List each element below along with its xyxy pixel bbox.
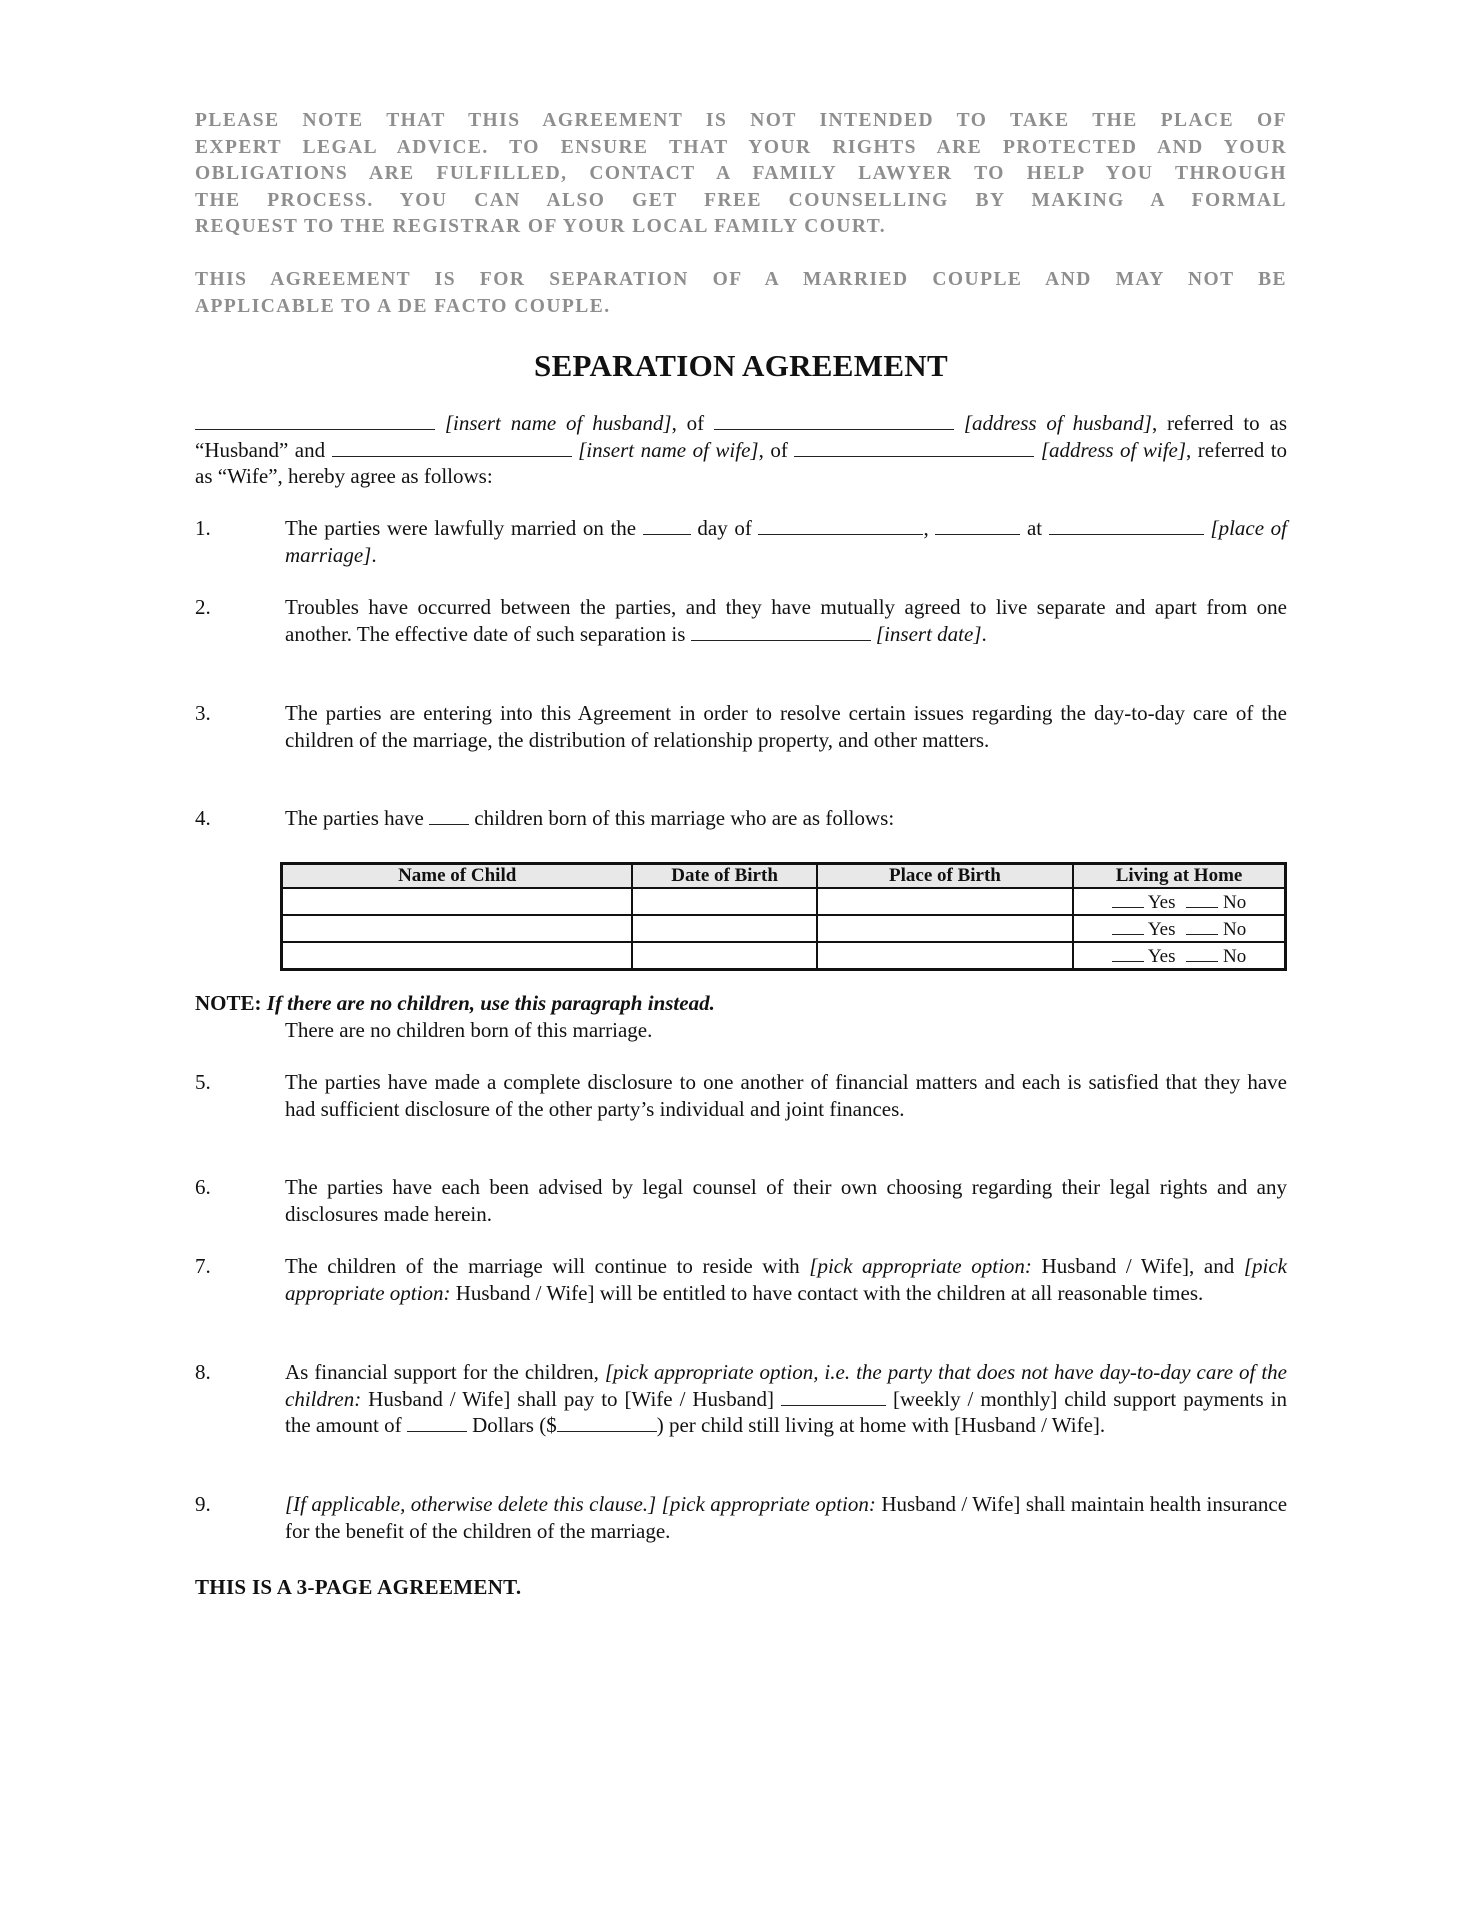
clause-2	[195, 594, 1287, 647]
note-instruction: If there are no children, use this paragraph instead.	[266, 991, 715, 1015]
clause-3	[195, 700, 1287, 753]
disclaimer-line: OBLIGATIONS ARE FULFILLED, CONTACT A FAMILY LAWYER TO HELP YOU THROUGH	[195, 163, 1287, 184]
clause-text: Husband / Wife] shall maintain health insurance for the benefit of the children of the marriage.	[285, 1492, 1288, 1543]
clause-4	[195, 805, 1287, 832]
page-count-notice: THIS IS A 3-PAGE AGREEMENT.	[195, 1575, 522, 1599]
wife-name-field[interactable]	[332, 438, 572, 457]
child-pob-cell[interactable]	[817, 942, 1073, 970]
clause-text: Troubles have occurred between the parties, and they have mutually agreed to live separate and apart from one another. The effective date of such separation is	[285, 595, 1287, 646]
note-label: NOTE:	[195, 991, 262, 1015]
disclaimer-line: APPLICABLE TO A DE FACTO COUPLE.	[195, 295, 611, 317]
marriage-month-field[interactable]	[758, 516, 923, 535]
husband-name-field[interactable]	[195, 411, 435, 430]
no-blank[interactable]	[1186, 943, 1218, 962]
living-at-home-cell	[1073, 888, 1285, 915]
disclaimer-line: REQUEST TO THE REGISTRAR OF YOUR LOCAL FAMILY COURT.	[195, 216, 887, 237]
clause-text: The parties have	[285, 806, 430, 830]
clause-number: 6.	[195, 1175, 211, 1199]
clause-text: ) per child still living at home with [Husband / Wife].	[656, 1413, 1106, 1437]
marriage-place-field[interactable]	[1049, 516, 1204, 535]
clause-8	[195, 1359, 1287, 1439]
clause-number: 5.	[195, 1070, 211, 1094]
marriage-year-field[interactable]	[935, 516, 1020, 535]
yes-blank[interactable]	[1112, 889, 1144, 908]
amount-number-field[interactable]	[557, 1413, 657, 1432]
no-children-note	[195, 990, 1287, 1043]
note-text: There are no children born of this marriage.	[285, 1017, 653, 1042]
clause-text: The children of the marriage will continue to reside with	[285, 1254, 810, 1278]
clause-text: The parties have made a complete disclosure to one another of financial matters and each is satisfied that they have had sufficient disclosure of the other party’s individual and joint finances.	[285, 1070, 1287, 1121]
option-hint: [pick appropriate option, i.e. the party that does not have day-to-day care of the children:	[285, 1360, 1287, 1411]
children-table	[280, 862, 1287, 971]
clause-text: .	[371, 542, 377, 567]
option-hint: [pick appropriate option:	[285, 1254, 1287, 1305]
clause-text: The parties were lawfully married on the	[285, 516, 643, 540]
intro-text: , of	[758, 437, 795, 462]
child-name-cell[interactable]	[282, 942, 633, 970]
child-name-cell[interactable]	[282, 915, 633, 942]
option-hint: [pick appropriate option:	[809, 1254, 1032, 1278]
clause-number: 3.	[195, 701, 211, 725]
clause-7	[195, 1253, 1287, 1306]
clause-number: 9.	[195, 1492, 211, 1516]
yes-label: Yes	[1147, 919, 1176, 940]
living-at-home-cell	[1073, 942, 1285, 970]
table-row	[282, 915, 1286, 942]
clause-number: 1.	[195, 516, 211, 540]
no-blank[interactable]	[1186, 916, 1218, 935]
disclaimer-line: EXPERT LEGAL ADVICE. TO ENSURE THAT YOUR RIGHTS ARE PROTECTED AND YOUR	[195, 136, 1287, 158]
intro-text: , referred to as “Husband” and	[195, 411, 1287, 462]
yes-label: Yes	[1147, 892, 1176, 913]
header-date-of-birth: Date of Birth	[632, 864, 816, 889]
child-pob-cell[interactable]	[817, 888, 1073, 915]
no-label: No	[1223, 892, 1247, 913]
wife-address-hint: [address of wife]	[1040, 437, 1187, 462]
disclaimer-line: PLEASE NOTE THAT THIS AGREEMENT IS NOT INTENDED TO TAKE THE PLACE OF	[195, 110, 1287, 131]
disclaimer-line: THIS AGREEMENT IS FOR SEPARATION OF A MARRIED COUPLE AND MAY NOT BE	[195, 269, 1287, 290]
no-blank[interactable]	[1186, 889, 1218, 908]
clause-text: Husband / Wife] will be entitled to have contact with the children at all reasonable times.	[450, 1280, 1204, 1305]
payment-frequency-field[interactable]	[781, 1387, 886, 1406]
living-at-home-cell	[1073, 915, 1285, 942]
clause-text: day of	[690, 516, 759, 540]
husband-address-field[interactable]	[714, 411, 954, 430]
clause-text: Husband / Wife], and	[1031, 1254, 1244, 1278]
child-name-cell[interactable]	[282, 888, 633, 915]
no-label: No	[1223, 946, 1247, 967]
clause-9	[195, 1491, 1287, 1544]
child-dob-cell[interactable]	[632, 888, 816, 915]
clause-number: 7.	[195, 1254, 211, 1278]
amount-words-field[interactable]	[407, 1413, 467, 1432]
applicability-hint: [If applicable, otherwise delete this clause.]	[285, 1492, 657, 1516]
clause-6	[195, 1174, 1287, 1227]
marriage-day-field[interactable]	[643, 516, 691, 535]
wife-name-hint: [insert name of wife]	[578, 437, 759, 462]
clause-text: As financial support for the children,	[285, 1360, 605, 1384]
table-row	[282, 888, 1286, 915]
clause-text: .	[981, 621, 987, 646]
child-pob-cell[interactable]	[817, 915, 1073, 942]
wife-address-field[interactable]	[794, 438, 1034, 457]
disclaimer-line: THE PROCESS. YOU CAN ALSO GET FREE COUNSELLING BY MAKING A FORMAL	[195, 189, 1287, 211]
child-dob-cell[interactable]	[632, 942, 816, 970]
header-place-of-birth: Place of Birth	[817, 864, 1073, 889]
number-of-children-field[interactable]	[429, 806, 469, 825]
separation-date-field[interactable]	[691, 622, 871, 641]
disclaimer-paragraph-2	[195, 267, 1287, 320]
clause-text: [weekly / monthly] child support payments in the amount of	[285, 1386, 1287, 1437]
header-name-of-child: Name of Child	[282, 864, 633, 889]
header-living-at-home: Living at Home	[1073, 864, 1285, 889]
clause-text: Dollars ($	[466, 1413, 557, 1437]
clause-number: 8.	[195, 1360, 211, 1384]
yes-label: Yes	[1147, 946, 1176, 967]
disclaimer-paragraph-1	[195, 108, 1287, 241]
husband-address-hint: [address of husband]	[963, 411, 1152, 435]
intro-text: , referred to as “Wife”, hereby agree as follows:	[195, 437, 1288, 488]
husband-name-hint: [insert name of husband]	[444, 411, 672, 435]
document-title: SEPARATION AGREEMENT	[534, 348, 948, 383]
clause-text: children born of this marriage who are as follows:	[469, 806, 895, 830]
separation-date-hint: [insert date]	[875, 621, 982, 646]
clause-number: 2.	[195, 595, 211, 619]
clause-1	[195, 515, 1287, 568]
no-label: No	[1223, 919, 1247, 940]
child-dob-cell[interactable]	[632, 915, 816, 942]
marriage-place-hint: [place of marriage]	[285, 516, 1288, 567]
yes-blank[interactable]	[1112, 943, 1144, 962]
yes-blank[interactable]	[1112, 916, 1144, 935]
intro-paragraph	[195, 410, 1287, 490]
option-hint: [pick appropriate option:	[661, 1492, 876, 1516]
clause-text: The parties are entering into this Agreement in order to resolve certain issues regarding the day-to-day care of the children of the marriage, the distribution of relationship property, and other matters.	[285, 701, 1287, 752]
clause-text: at	[1020, 516, 1049, 540]
table-header-row	[282, 864, 1286, 889]
clause-text: Husband / Wife] shall pay to [Wife / Husband]	[361, 1386, 781, 1411]
intro-text: , of	[671, 411, 714, 435]
clause-text: ,	[923, 516, 936, 540]
clause-text: The parties have each been advised by legal counsel of their own choosing regarding their legal rights and any disclosures made herein.	[285, 1175, 1287, 1226]
clause-5	[195, 1069, 1287, 1122]
clause-number: 4.	[195, 806, 211, 830]
table-row	[282, 942, 1286, 970]
